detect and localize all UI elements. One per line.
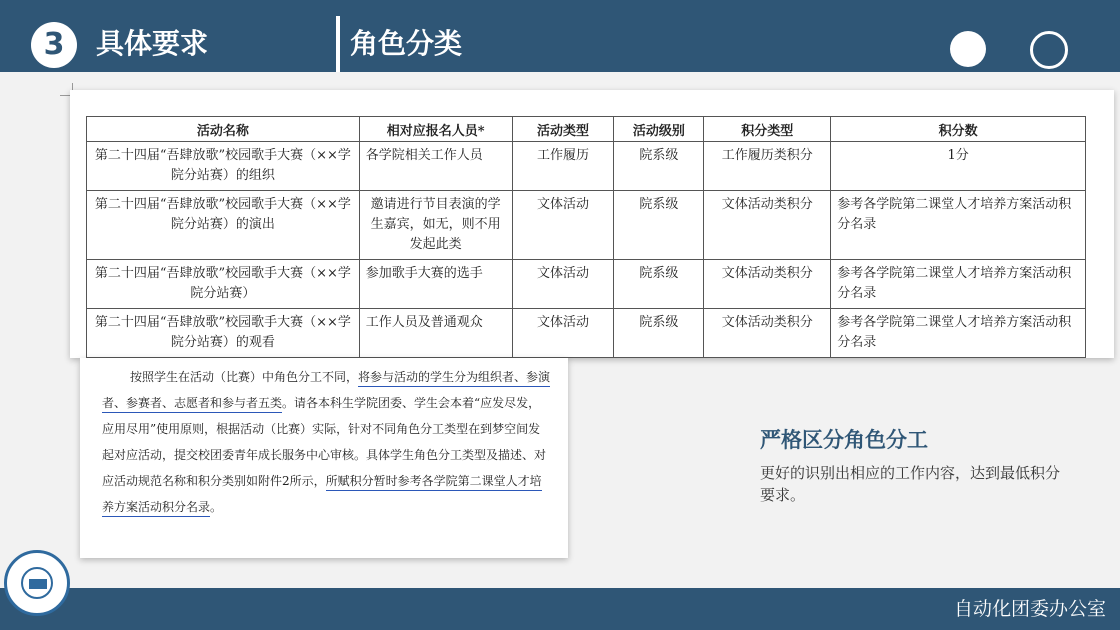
table-cell: 第二十四届“吾肆放歌”校园歌手大赛（××学院分站赛） (87, 260, 360, 309)
table-cell: 文体活动 (512, 191, 614, 260)
table-cell: 院系级 (614, 191, 704, 260)
table-header-row (87, 117, 1086, 142)
table-row (87, 260, 1086, 309)
table-cell: 1分 (831, 142, 1086, 191)
footer-bar (0, 588, 1120, 630)
column-header: 相对应报名人员* (359, 117, 512, 142)
table-cell: 邀请进行节目表演的学生嘉宾，如无，则不用发起此类 (359, 191, 512, 260)
table-cell: 参考各学院第二课堂人才培养方案活动积分名录 (831, 191, 1086, 260)
table-cell: 文体活动 (512, 309, 614, 358)
table-cell: 文体活动 (512, 260, 614, 309)
table-cell: 参考各学院第二课堂人才培养方案活动积分名录 (831, 309, 1086, 358)
table-cell: 院系级 (614, 142, 704, 191)
header-bar (0, 0, 1120, 72)
section-title: 具体要求 (96, 27, 209, 60)
caption-description: 更好的识别出相应的工作内容，达到最低积分要求。 (760, 464, 1061, 504)
document-excerpt (80, 358, 568, 558)
column-header: 活动类型 (512, 117, 614, 142)
footer-office-name: 自动化团委办公室 (953, 598, 1106, 620)
table-cell: 院系级 (614, 260, 704, 309)
table-cell: 工作人员及普通观众 (359, 309, 512, 358)
document-text: 按照学生在活动（比赛）中角色分工不同， (130, 370, 359, 384)
table-cell: 文体活动类积分 (704, 309, 831, 358)
ring-circle-icon (1030, 31, 1068, 69)
column-header: 积分类型 (704, 117, 831, 142)
table-cell: 第二十四届“吾肆放歌”校园歌手大赛（××学院分站赛）的观看 (87, 309, 360, 358)
underlined-text: 所赋积分暂时参考各学院第二课堂人才培养方案活动积分名录 (102, 474, 542, 517)
document-text: 。请各本科生学院团委、学生会本着“应发尽发，应用尽用”使用原则，根据活动（比赛）实际，针对不同角色分工类型在到梦空间发起对应活动，提交校团委青年成长服务中心审核。具体学生角色分工类型及描述、对应活动规范名称和积分类别如附件2所示， (102, 396, 547, 488)
table-cell: 工作履历类积分 (704, 142, 831, 191)
seal-center-mark (29, 579, 47, 589)
document-paragraph (102, 364, 552, 520)
page-title: 角色分类 (350, 27, 463, 60)
header-divider (336, 16, 340, 72)
table-cell: 参加歌手大赛的选手 (359, 260, 512, 309)
column-header: 积分数 (831, 117, 1086, 142)
table-cell: 各学院相关工作人员 (359, 142, 512, 191)
table-cell: 文体活动类积分 (704, 260, 831, 309)
table-row (87, 309, 1086, 358)
table-row (87, 142, 1086, 191)
caption-title: 严格区分角色分工 (760, 428, 928, 452)
university-seal-logo (4, 550, 70, 616)
column-header: 活动级别 (614, 117, 704, 142)
table-cell: 文体活动类积分 (704, 191, 831, 260)
activity-table (86, 116, 1086, 358)
column-header: 活动名称 (87, 117, 360, 142)
table-row (87, 191, 1086, 260)
section-number-badge: 3 (31, 22, 77, 68)
table-cell: 第二十四届“吾肆放歌”校园歌手大赛（××学院分站赛）的演出 (87, 191, 360, 260)
activity-table-panel (70, 90, 1114, 358)
table-cell: 参考各学院第二课堂人才培养方案活动积分名录 (831, 260, 1086, 309)
table-cell: 院系级 (614, 309, 704, 358)
underlined-text: 将参与活动的学生分为组织者、参演者、参赛者、志愿者和参与者五类 (102, 370, 550, 413)
table-cell: 工作履历 (512, 142, 614, 191)
table-cell: 第二十四届“吾肆放歌”校园歌手大赛（××学院分站赛）的组织 (87, 142, 360, 191)
document-text: 。 (210, 500, 223, 514)
filled-circle-icon (950, 31, 986, 67)
